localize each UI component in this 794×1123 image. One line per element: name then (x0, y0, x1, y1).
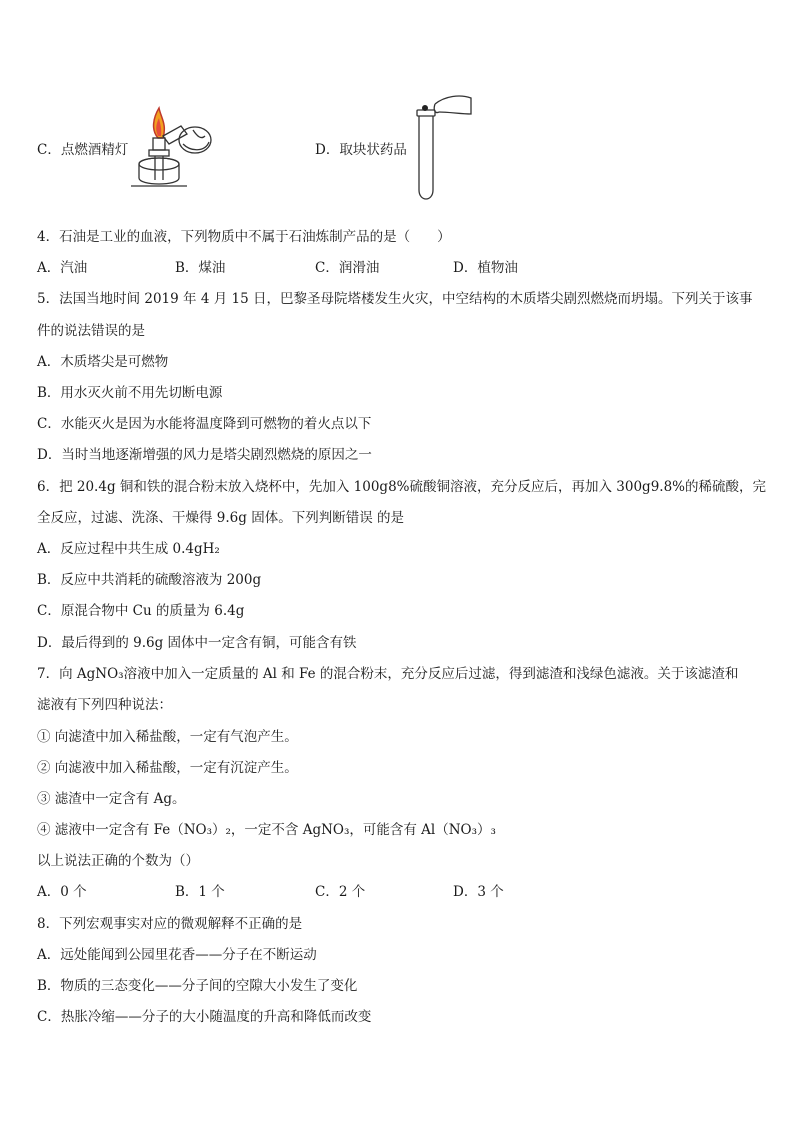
q6-stem-line2: 全反应，过滤、洗涤、干燥得 9.6g 固体。下列判断错误 的是 (37, 510, 404, 526)
q4-option-a: A．汽油 (37, 260, 88, 276)
q7-statement-2: ② 向滤液中加入稀盐酸，一定有沉淀产生。 (37, 760, 298, 776)
q5-option-d: D．当时当地逐渐增强的风力是塔尖剧烈燃烧的原因之一 (37, 447, 372, 463)
q7-statement-1: ① 向滤渣中加入稀盐酸，一定有气泡产生。 (37, 729, 298, 745)
q5-option-c: C．水能灭火是因为水能将温度降到可燃物的着火点以下 (37, 416, 372, 432)
q4-option-d: D．植物油 (453, 260, 518, 276)
q7-stem-line2: 滤液有下列四种说法： (37, 697, 172, 713)
q8-option-c: C．热胀冷缩——分子的大小随温度的升高和降低而改变 (37, 1009, 372, 1025)
q8-option-b: B．物质的三态变化——分子间的空隙大小发生了变化 (37, 978, 358, 994)
q4-option-b: B．煤油 (175, 260, 226, 276)
alcohol-lamp-lighting-illustration (125, 100, 225, 195)
q6-option-c: C．原混合物中 Cu 的质量为 6.4g (37, 603, 245, 619)
q7-option-a: A．0 个 (37, 884, 87, 900)
q7-statement-4: ④ 滤液中一定含有 Fe（NO₃）₂，一定不含 AgNO₃，可能含有 Al（NO₃）₃ (37, 822, 496, 838)
q5-stem-line1: 5．法国当地时间 2019 年 4 月 15 日，巴黎圣母院塔楼发生火灾，中空结构的木质塔尖剧烈燃烧而坍塌。下列关于该事 (37, 291, 753, 307)
q7-option-d: D．3 个 (453, 884, 504, 900)
q6-option-a: A．反应过程中共生成 0.4gH₂ (37, 541, 220, 557)
q3-option-c: C．点燃酒精灯 (37, 142, 129, 158)
q7-question: 以上说法正确的个数为（） (37, 853, 199, 869)
q3-option-d: D．取块状药品 (315, 142, 407, 158)
q7-statement-3: ③ 滤渣中一定含有 Ag。 (37, 791, 186, 807)
q6-stem-line1: 6．把 20.4g 铜和铁的混合粉末放入烧杯中，先加入 100g8%硫酸铜溶液，充分反应后，再加入 300g9.8%的稀硫酸，完 (37, 479, 766, 495)
q8-option-a: A．远处能闻到公园里花香——分子在不断运动 (37, 947, 317, 963)
q7-option-c: C．2 个 (315, 884, 366, 900)
q4-option-c: C．润滑油 (315, 260, 380, 276)
q7-stem-line1: 7．向 AgNO₃溶液中加入一定质量的 Al 和 Fe 的混合粉末，充分反应后过滤，得到滤渣和浅绿色滤液。关于该滤渣和 (37, 666, 739, 682)
q5-option-b: B．用水灭火前不用先切断电源 (37, 385, 223, 401)
test-tube-with-tweezers-illustration (405, 90, 475, 200)
q7-option-b: B．1 个 (175, 884, 225, 900)
q4-stem: 4．石油是工业的血液，下列物质中不属于石油炼制产品的是（ ） (37, 229, 451, 245)
q6-option-d: D．最后得到的 9.6g 固体中一定含有铜，可能含有铁 (37, 635, 357, 651)
q8-stem: 8．下列宏观事实对应的微观解释不正确的是 (37, 916, 303, 932)
q5-stem-line2: 件的说法错误的是 (37, 323, 145, 339)
q5-option-a: A．木质塔尖是可燃物 (37, 354, 169, 370)
q6-option-b: B．反应中共消耗的硫酸溶液为 200g (37, 572, 262, 588)
